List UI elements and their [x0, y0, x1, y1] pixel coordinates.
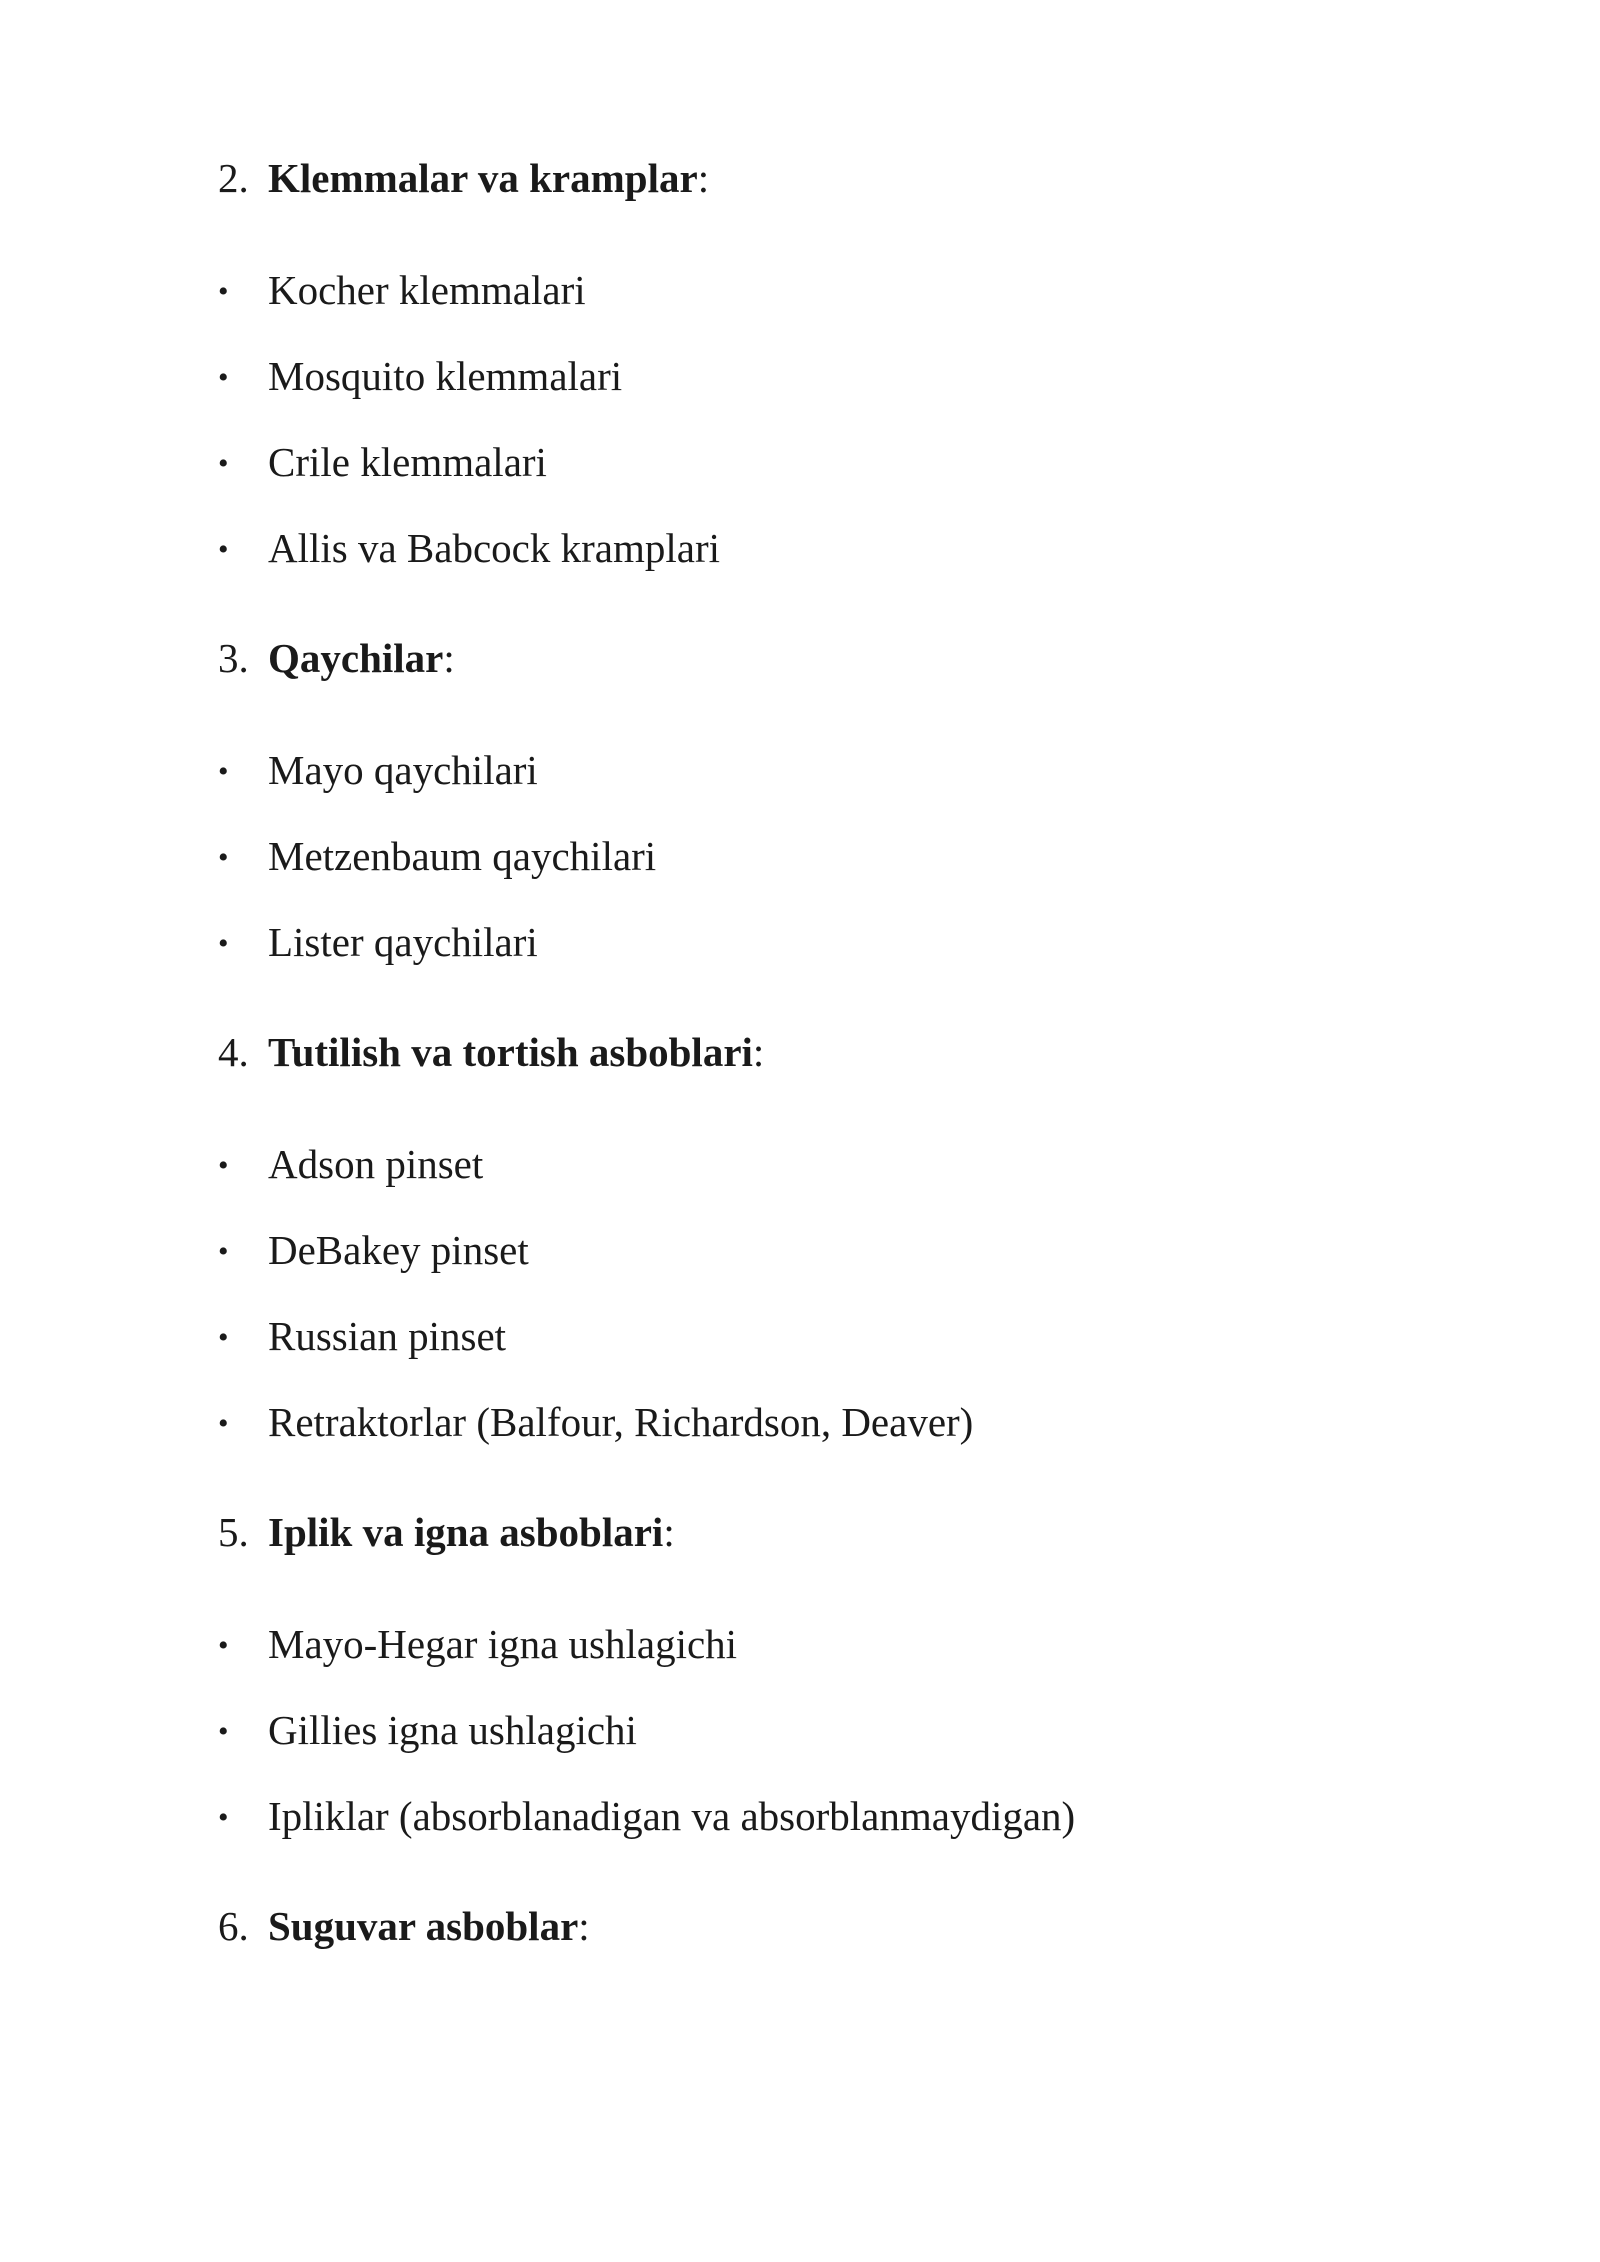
section-number: 5. [218, 1509, 249, 1555]
section-number: 3. [218, 635, 249, 681]
section-number: 4. [218, 1029, 249, 1075]
list-item-text: Mosquito klemmalari [268, 353, 623, 399]
list-item-text: Adson pinset [268, 1141, 484, 1187]
list-item-text: Mayo qaychilari [268, 747, 538, 793]
bullet-icon: • [218, 532, 229, 566]
section-colon: : [663, 1509, 675, 1555]
list-item [218, 917, 538, 972]
list-item [218, 1311, 506, 1366]
list-item [218, 1397, 973, 1452]
bullet-icon: • [218, 1320, 229, 1354]
list-item [218, 1139, 483, 1194]
section-colon: : [752, 1029, 765, 1075]
section-title: Suguvar asboblar [268, 1903, 579, 1949]
list-item [218, 351, 622, 406]
list-item-text: Ipliklar (absorblanadigan va absorblanmaydigan) [268, 1793, 1076, 1839]
list-item-text: DeBakey pinset [268, 1227, 529, 1273]
bullet-icon: • [218, 360, 229, 394]
list-item [218, 265, 586, 320]
section-heading [218, 1901, 590, 1951]
section-heading [218, 633, 455, 683]
section-number: 2. [218, 155, 249, 201]
bullet-icon: • [218, 446, 229, 480]
bullet-icon: • [218, 1148, 229, 1182]
section-number: 6. [218, 1903, 249, 1949]
bullet-icon: • [218, 1714, 229, 1748]
section-colon: : [697, 155, 710, 201]
section-title: Qaychilar [268, 635, 444, 681]
list-item-text: Russian pinset [268, 1313, 507, 1359]
bullet-icon: • [218, 1628, 229, 1662]
list-item-text: Mayo-Hegar igna ushlagichi [268, 1621, 738, 1667]
section-title: Iplik va igna asboblari [268, 1509, 664, 1555]
list-item-text: Crile klemmalari [268, 439, 547, 485]
list-item-text: Lister qaychilari [268, 919, 538, 965]
list-item-text: Retraktorlar (Balfour, Richardson, Deaver) [268, 1399, 974, 1445]
bullet-icon: • [218, 754, 229, 788]
section-heading [218, 1507, 675, 1557]
list-item [218, 1619, 737, 1674]
list-item [218, 1791, 1075, 1846]
list-item [218, 437, 547, 492]
list-item [218, 523, 720, 578]
bullet-icon: • [218, 274, 229, 308]
bullet-icon: • [218, 1406, 229, 1440]
list-item-text: Gillies igna ushlagichi [268, 1707, 637, 1753]
bullet-icon: • [218, 1800, 229, 1834]
list-item [218, 831, 656, 886]
list-item-text: Kocher klemmalari [268, 267, 586, 313]
list-item [218, 1705, 637, 1760]
list-item-text: Allis va Babcock kramplari [268, 525, 721, 571]
list-item [218, 1225, 529, 1280]
section-colon: : [443, 635, 455, 681]
list-item [218, 745, 538, 800]
list-item-text: Metzenbaum qaychilari [268, 833, 657, 879]
section-heading [218, 1027, 764, 1077]
section-title: Tutilish va tortish asboblari [268, 1029, 753, 1075]
bullet-icon: • [218, 840, 229, 874]
bullet-icon: • [218, 1234, 229, 1268]
section-title: Klemmalar va kramplar [268, 155, 698, 201]
section-heading [218, 153, 709, 203]
section-colon: : [578, 1903, 590, 1949]
bullet-icon: • [218, 926, 229, 960]
